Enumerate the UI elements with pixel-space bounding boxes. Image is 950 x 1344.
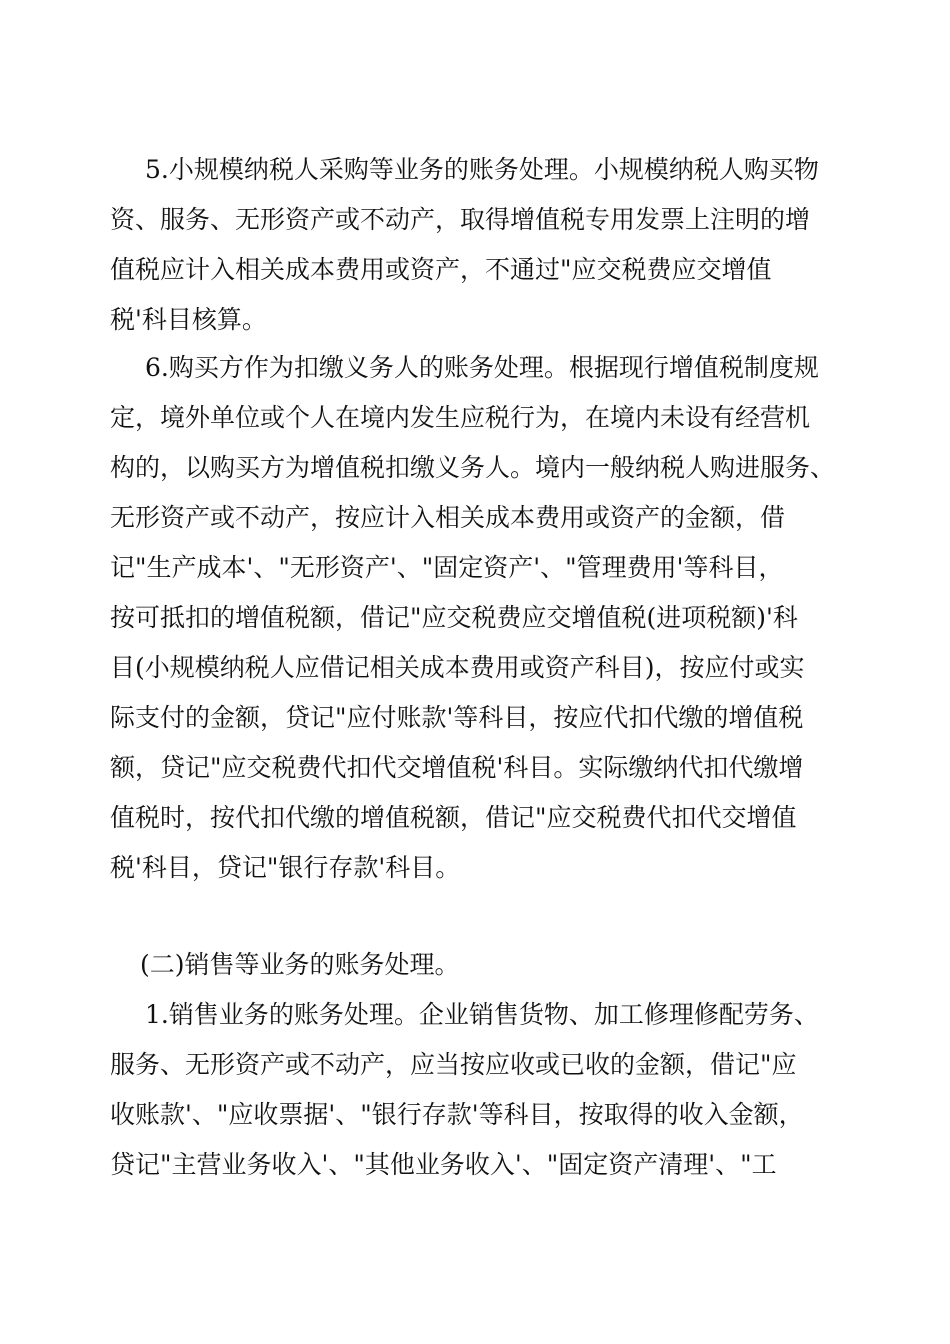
text-line: 值税应计入相关成本费用或资产，不通过"应交税费应交增值 xyxy=(110,255,772,284)
text-line: 值税时，按代扣代缴的增值税额，借记"应交税费代扣代交增值 xyxy=(110,803,797,832)
text-line: 资、服务、无形资产或不动产，取得增值税专用发票上注明的增 xyxy=(110,205,811,234)
text-line: 目(小规模纳税人应借记相关成本费用或资产科目)，按应付或实 xyxy=(110,653,805,682)
text-line: 5.小规模纳税人采购等业务的账务处理。小规模纳税人购买物 xyxy=(145,155,819,184)
text-line: 构的，以购买方为增值税扣缴义务人。境内一般纳税人购进服务、 xyxy=(110,453,836,482)
text-line: 际支付的金额，贷记"应付账款'等科目，按应代扣代缴的增值税 xyxy=(110,703,804,732)
text-line: 服务、无形资产或不动产，应当按应收或已收的金额，借记"应 xyxy=(110,1050,797,1079)
text-line: 无形资产或不动产，按应计入相关成本费用或资产的金额，借 xyxy=(110,503,786,532)
text-line: 税'科目核算。 xyxy=(110,305,267,334)
text-line: 6.购买方作为扣缴义务人的账务处理。根据现行增值税制度规 xyxy=(145,353,819,382)
text-line: 贷记"主营业务收入'、"其他业务收入'、"固定资产清理'、"工 xyxy=(110,1150,777,1179)
text-line: 税'科目，贷记"银行存款'科目。 xyxy=(110,853,461,882)
section-heading: (二)销售等业务的账务处理。 xyxy=(140,950,460,979)
text-line: 记"生产成本'、"无形资产'、"固定资产'、"管理费用'等科目， xyxy=(110,553,784,582)
text-line: 按可抵扣的增值税额，借记"应交税费应交增值税(进项税额)'科 xyxy=(110,603,798,632)
text-line: 1.销售业务的账务处理。企业销售货物、加工修理修配劳务、 xyxy=(145,1000,819,1029)
text-line: 收账款'、"应收票据'、"银行存款'等科目，按取得的收入金额， xyxy=(110,1100,804,1129)
text-line: 定，境外单位或个人在境内发生应税行为，在境内未设有经营机 xyxy=(110,403,811,432)
text-line: 额，贷记"应交税费代扣代交增值税'科目。实际缴纳代扣代缴增 xyxy=(110,753,804,782)
